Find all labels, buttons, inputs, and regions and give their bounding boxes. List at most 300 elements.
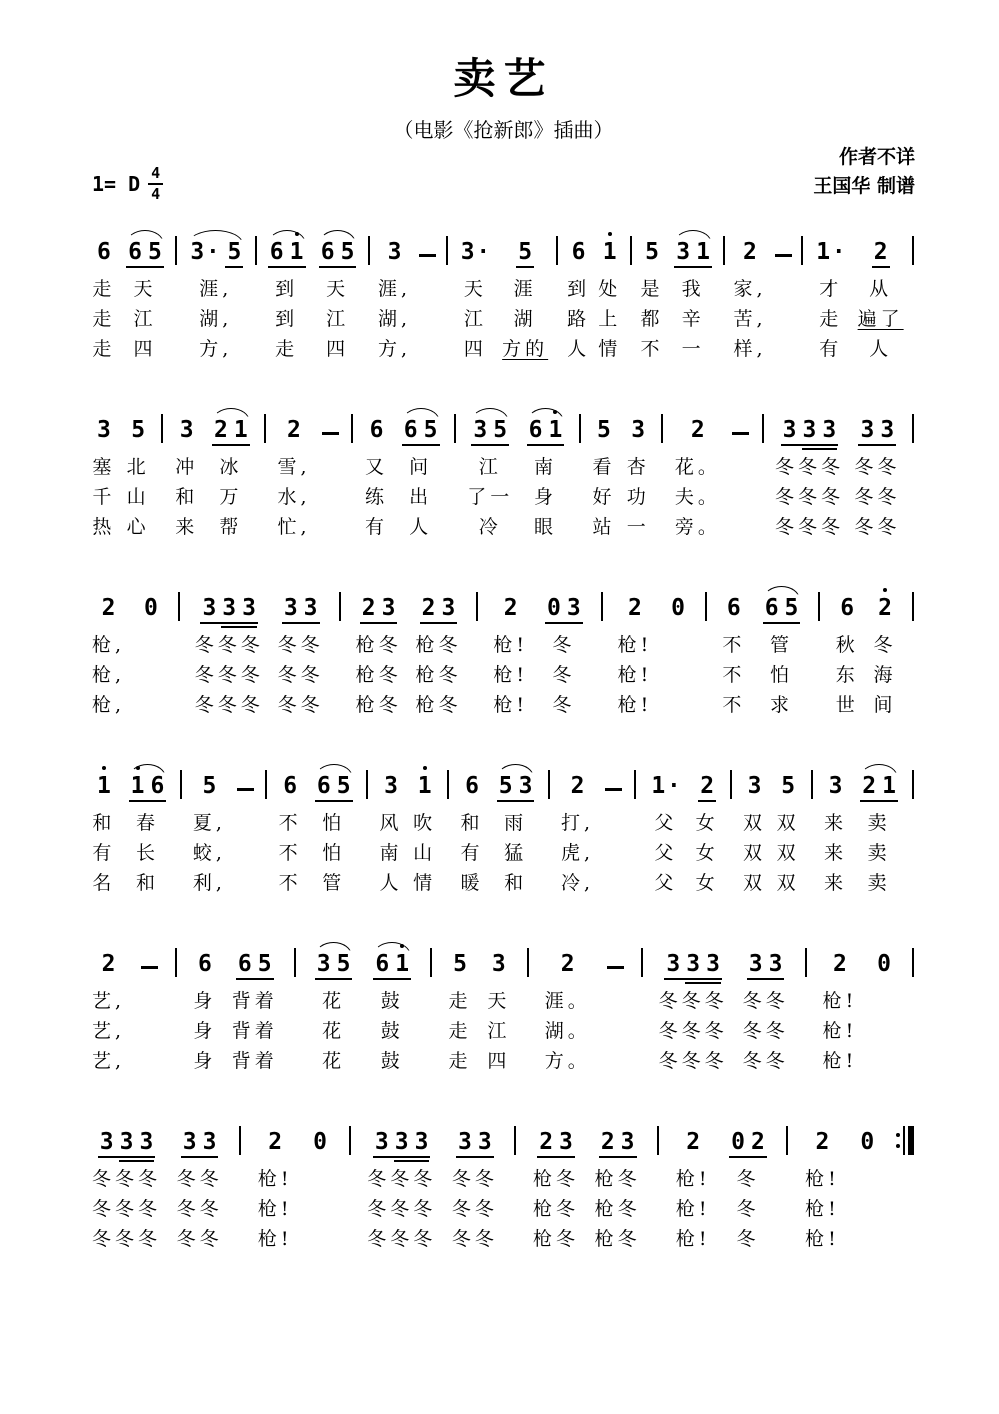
note-cell <box>446 760 450 808</box>
score-column <box>695 760 719 898</box>
note-digit: 3 <box>620 1128 635 1155</box>
note-digit: 0 <box>860 1128 875 1155</box>
note <box>102 952 116 977</box>
beamed-note-group <box>234 952 276 977</box>
note-cell <box>646 760 685 808</box>
lyric-cell-verse-3: 人 <box>409 515 433 538</box>
barline <box>180 770 182 799</box>
beamed-note-group <box>358 596 400 621</box>
lyric-cell-verse-2: 冬冬 <box>451 1197 498 1220</box>
note-cell <box>695 760 719 808</box>
note-digit: 6 <box>316 772 331 799</box>
duration-dash <box>775 254 792 256</box>
lyric-cell-verse-2: 不 <box>722 663 746 686</box>
beamed-note-group <box>266 240 308 265</box>
lyric-cell-verse-3: 女 <box>695 871 719 894</box>
score-column <box>278 760 302 898</box>
note-digit: 0 <box>671 594 686 621</box>
barline <box>657 1126 659 1155</box>
score-column <box>774 226 793 364</box>
score-column <box>278 582 324 720</box>
note-cell <box>743 760 767 808</box>
note-cell <box>526 938 530 986</box>
note <box>765 596 779 621</box>
lyric-cell-verse-1: 枪! <box>822 989 858 1012</box>
score-column <box>817 582 821 720</box>
note-cell <box>209 404 253 452</box>
augmentation-dot: · <box>206 239 220 265</box>
lyric-cell-verse-2: 冬冬冬 <box>367 1197 437 1220</box>
lyric-cell-verse-3: 方, <box>377 337 412 360</box>
score-column <box>123 226 167 364</box>
note-cell <box>744 938 788 986</box>
score-column <box>545 938 591 1076</box>
note <box>559 1130 573 1155</box>
time-signature-numerator: 4 <box>148 166 163 185</box>
note <box>686 1130 700 1155</box>
note-digit: 2 <box>627 594 642 621</box>
score-column <box>321 404 340 542</box>
note-digit: 5 <box>597 416 611 443</box>
note <box>415 1130 429 1155</box>
lyric-cell-verse-2: 有 <box>92 841 116 864</box>
score-column <box>139 582 163 720</box>
lyric-cell-verse-2: 湖, <box>199 307 233 330</box>
score-column <box>592 404 616 542</box>
note-digit: 5 <box>336 950 351 977</box>
note-cell <box>139 582 163 630</box>
note-group <box>723 596 745 621</box>
key-text: 1= D <box>92 171 141 196</box>
score-system-2 <box>92 404 915 542</box>
note <box>341 240 355 265</box>
note <box>120 1130 134 1155</box>
note-group <box>366 418 388 443</box>
lyric-cell-verse-1: 枪! <box>257 1167 293 1190</box>
lyric-cell-verse-1: 不 <box>722 633 746 656</box>
lyric-cell-verse-3: 身 <box>193 1049 217 1072</box>
note-cell <box>308 1116 332 1164</box>
note-digit: 2 <box>686 1128 701 1155</box>
note-cell <box>778 404 842 452</box>
lyric-cell-verse-1: 雪, <box>277 455 311 478</box>
note-digit: 3 <box>666 950 681 977</box>
key-signature <box>92 163 163 203</box>
lyric-cell-verse-1: 到 <box>567 277 591 300</box>
lyric-cell-verse-3: 四 <box>133 337 157 360</box>
note-digit: 5 <box>147 238 162 265</box>
beamed-note-group <box>371 1130 433 1155</box>
note-cell <box>855 1116 879 1164</box>
score-column <box>911 226 915 364</box>
lyric-cell-verse-1: 枪冬 <box>533 1167 580 1190</box>
lyric-cell-verse-3: 背着 <box>231 1049 278 1072</box>
lyric-cell-verse-1: 冬冬 <box>451 1167 498 1190</box>
score-column <box>823 938 858 1076</box>
note <box>829 774 843 799</box>
lyric-cell-verse-3: 冬冬冬 <box>92 1227 162 1250</box>
lyric-cell-verse-1: 父 <box>654 811 678 834</box>
lyric-cell-verse-1: 涯, <box>377 277 412 300</box>
note-cell <box>92 226 116 274</box>
score-column <box>338 582 342 720</box>
beamed-note-group <box>210 418 252 443</box>
note-digit: 3 <box>119 1128 134 1155</box>
note <box>478 1130 492 1155</box>
note-digit: 3 <box>566 594 581 621</box>
score-column <box>126 760 170 898</box>
note-cell <box>236 760 255 808</box>
note <box>283 774 297 799</box>
lyric-cell-verse-3: 名 <box>92 871 116 894</box>
note-digit: 6 <box>840 594 855 621</box>
beamed-note-group <box>662 952 724 977</box>
note <box>183 1130 197 1155</box>
note <box>603 240 617 265</box>
note-digit: 2 <box>873 238 888 265</box>
score-column <box>367 1116 436 1254</box>
lyric-cell-verse-3: 热 <box>92 515 116 538</box>
score-column <box>618 582 653 720</box>
score-column <box>542 582 586 720</box>
barline <box>265 770 267 799</box>
note-digit: 3 <box>860 416 875 443</box>
note-group <box>127 418 149 443</box>
lyric-cell-verse-2: 冬 <box>552 663 576 686</box>
note-cell <box>513 226 537 274</box>
lyric-cell-verse-3: 双 <box>776 871 800 894</box>
score-column <box>254 226 258 364</box>
note-digit: 1 <box>233 416 248 443</box>
note-cell <box>312 760 356 808</box>
lyric-cell-verse-1: 春 <box>135 811 159 834</box>
lyric-cell-verse-3: 心 <box>126 515 150 538</box>
lyric-cell-verse-3: 冬冬冬 <box>194 693 264 716</box>
score-column <box>493 582 528 720</box>
lyric-cell-verse-2: 湖。 <box>544 1019 591 1042</box>
score-column <box>526 938 530 1076</box>
lyric-cell-verse-2: 艺, <box>92 1019 126 1042</box>
note-cell <box>456 226 495 274</box>
beamed-note-group <box>469 418 511 443</box>
score-column <box>640 938 644 1076</box>
note <box>816 240 845 265</box>
score-column <box>258 1116 293 1254</box>
barline <box>178 592 180 621</box>
note <box>882 774 896 799</box>
score-column <box>911 938 915 1076</box>
note-group <box>264 1130 286 1155</box>
note <box>492 952 506 977</box>
barline <box>349 1126 351 1155</box>
score-column <box>293 938 297 1076</box>
note-group <box>98 952 120 977</box>
note <box>727 596 741 621</box>
score-column <box>911 760 915 898</box>
note <box>144 596 158 621</box>
note-digit: 2 <box>539 1128 554 1155</box>
lyric-cell-verse-1: 天 <box>133 277 157 300</box>
beamed-note-group <box>495 774 537 799</box>
note <box>878 596 892 621</box>
lyric-cell-verse-2: 枪, <box>92 663 126 686</box>
score-column <box>452 1116 498 1254</box>
lyric-cell-verse-1: 花 <box>322 989 346 1012</box>
beamed-note-group <box>597 1130 639 1155</box>
meta-row <box>92 143 915 202</box>
note-cell <box>499 582 523 630</box>
lyric-cell-verse-2: 江 <box>463 307 487 330</box>
lyric-cell-verse-3: 冬冬冬 <box>774 515 844 538</box>
score-column <box>177 1116 223 1254</box>
beamed-note-group <box>454 1130 496 1155</box>
lyric-cell-verse-1: 冬冬冬 <box>194 633 264 656</box>
barline <box>801 236 803 265</box>
note-cell <box>873 582 897 630</box>
note-digit: 3 <box>686 950 701 977</box>
note-digit: 3 <box>880 416 895 443</box>
score-column <box>92 226 116 364</box>
lyric-cell-verse-3: 冬冬 <box>176 1227 223 1250</box>
score-column <box>555 226 559 364</box>
note-digit: 3 <box>473 416 488 443</box>
beamed-note-group <box>727 1130 769 1155</box>
score-column <box>646 760 685 898</box>
note-digit: 1 <box>882 772 896 799</box>
score-column <box>640 226 664 364</box>
lyric-cell-verse-2: 双 <box>743 841 767 864</box>
note-digit: 3 <box>747 772 762 799</box>
note <box>317 774 331 799</box>
score-column <box>578 404 582 542</box>
note-digit: 6 <box>375 950 390 977</box>
score-column <box>460 760 484 898</box>
credit-author: 作者不详 <box>838 146 915 168</box>
note-digit: 3 <box>139 1128 154 1155</box>
lyric-cell-verse-1: 北 <box>126 455 150 478</box>
barline <box>339 592 341 621</box>
lyric-cell-verse-2: 枪! <box>675 1197 711 1220</box>
note <box>370 418 384 443</box>
note-cell <box>264 760 268 808</box>
lyric-cell-verse-3: 枪! <box>257 1227 293 1250</box>
score-column <box>776 760 800 898</box>
score-column <box>911 404 915 542</box>
score-column <box>209 404 253 542</box>
lyric-cell-verse-3: 双 <box>743 871 767 894</box>
lyric-cell-verse-3: 枪冬 <box>594 1227 641 1250</box>
note <box>404 418 418 443</box>
note <box>499 774 513 799</box>
note-group <box>811 1130 833 1155</box>
score-column <box>467 404 513 542</box>
beamed-note-group <box>400 418 442 443</box>
note <box>442 596 456 621</box>
lyric-cell-verse-2: 虎, <box>560 841 595 864</box>
score-column <box>895 1116 915 1254</box>
lyric-cell-verse-3: 方。 <box>544 1049 591 1072</box>
lyric-cell-verse-1: 背着 <box>231 989 278 1012</box>
note-digit: 3 <box>631 416 646 443</box>
note-digit: 3 <box>706 950 720 977</box>
score-column <box>733 226 766 364</box>
score-column <box>810 760 814 898</box>
score-column <box>350 404 354 542</box>
lyric-cell-verse-2: 双 <box>776 841 800 864</box>
note-digit: 3 <box>460 238 475 265</box>
score-column <box>174 226 178 364</box>
beamed-note-group <box>280 596 322 621</box>
barline <box>601 592 603 621</box>
note <box>645 240 659 265</box>
score-column <box>660 404 664 542</box>
note-digit: 2 <box>503 594 518 621</box>
note-digit: 2 <box>600 1128 615 1155</box>
lyric-cell-verse-2: 枪! <box>617 663 653 686</box>
note-group <box>687 418 709 443</box>
lyric-cell-verse-3: 间 <box>873 693 897 716</box>
score-column <box>312 938 356 1076</box>
note-cell <box>263 1116 287 1164</box>
lyric-cell-verse-3: 情 <box>413 871 437 894</box>
lyric-cell-verse-3: 一 <box>681 337 705 360</box>
lyric-cell-verse-2: 女 <box>695 841 719 864</box>
lyric-cell-verse-1: 枪冬 <box>355 633 402 656</box>
note-digit: 3 <box>316 950 331 977</box>
score-column <box>729 760 733 898</box>
score-column <box>92 582 125 720</box>
lyric-cell-verse-2: 冬冬 <box>854 485 901 508</box>
barline <box>634 770 636 799</box>
note-cell <box>97 938 121 986</box>
note <box>473 418 487 443</box>
note-cell <box>254 226 258 274</box>
note <box>203 1130 217 1155</box>
lyric-cell-verse-1: 和 <box>460 811 484 834</box>
beamed-note-group <box>761 596 803 621</box>
note-cell <box>555 226 559 274</box>
note-cell <box>640 226 664 274</box>
note <box>686 952 700 977</box>
lyric-cell-verse-2: 冬冬 <box>742 1019 789 1042</box>
lyric-cell-verse-3: 枪! <box>822 1049 858 1072</box>
augmentation-dot: · <box>667 773 681 799</box>
note-digit: 3 <box>202 594 217 621</box>
note-cell <box>293 938 297 986</box>
note-cell <box>704 582 708 630</box>
duration-dash <box>607 966 624 968</box>
lyric-cell-verse-2: 身 <box>533 485 557 508</box>
thick-barline <box>908 1126 914 1155</box>
note-group <box>825 774 847 799</box>
lyric-cell-verse-2: 湖 <box>513 307 537 330</box>
lyric-cell-verse-3: 四 <box>326 337 350 360</box>
note-group <box>682 1130 704 1155</box>
lyric-cell-verse-3: 一 <box>626 515 650 538</box>
note <box>751 1130 765 1155</box>
score-column <box>445 226 449 364</box>
note-group <box>461 774 483 799</box>
note-cell <box>911 938 915 986</box>
note-cell <box>623 582 647 630</box>
beamed-note-group <box>525 418 567 443</box>
lyric-cell-verse-1: 枪! <box>617 633 653 656</box>
lyric-cell-verse-3: 忙, <box>277 515 311 538</box>
note-cell <box>596 1116 640 1164</box>
note <box>731 1130 745 1155</box>
score-column <box>731 404 750 542</box>
note-digit: 3 <box>384 772 398 799</box>
note-digit: 6 <box>465 772 479 799</box>
score-column <box>175 404 199 542</box>
note <box>785 596 799 621</box>
lyric-cell-verse-1: 枪! <box>805 1167 840 1190</box>
note-group <box>739 240 761 265</box>
note-digit: 5 <box>131 416 146 443</box>
note <box>258 952 272 977</box>
score-column <box>676 1116 711 1254</box>
note-digit: 3 <box>97 416 111 443</box>
note-cell <box>857 760 901 808</box>
note-cell <box>738 226 762 274</box>
note <box>424 418 438 443</box>
thin-barline <box>903 1126 905 1155</box>
note <box>706 952 720 977</box>
note-cell <box>175 404 199 452</box>
lyric-cell-verse-3: 不 <box>640 337 664 360</box>
note <box>100 1130 114 1155</box>
lyric-cell-verse-2: 来 <box>824 841 848 864</box>
lyric-cell-verse-3: 冬冬 <box>451 1227 498 1250</box>
score-column <box>453 404 457 542</box>
note <box>198 952 212 977</box>
lyric-cell-verse-3: 卖 <box>867 871 891 894</box>
lyric-cell-verse-2: 枪! <box>822 1019 858 1042</box>
lyric-cell-verse-1: 到 <box>275 277 299 300</box>
note-cell <box>185 226 246 274</box>
score-column <box>487 938 511 1076</box>
barline <box>705 592 707 621</box>
lyric-cell-verse-1: 枪冬 <box>594 1167 641 1190</box>
lyric-cell-verse-3: 走 <box>275 337 299 360</box>
score-column <box>379 760 403 898</box>
barline <box>912 592 914 621</box>
note <box>461 240 490 265</box>
score-column <box>92 938 125 1076</box>
lyric-cell-verse-1: 走 <box>448 989 472 1012</box>
credit-notator: 王国华 制谱 <box>813 175 915 198</box>
note-digit: 5 <box>202 772 217 799</box>
note-cell <box>542 582 586 630</box>
score-column <box>675 404 721 542</box>
note-digit: 5 <box>781 772 796 799</box>
note-digit: 3 <box>414 1128 429 1155</box>
note-digit: 2 <box>862 772 877 799</box>
beamed-note-group <box>870 240 892 265</box>
barline <box>514 1126 516 1155</box>
lyric-cell-verse-1: 打, <box>560 811 595 834</box>
note-cell <box>445 226 449 274</box>
score-column <box>857 760 901 898</box>
lyric-cell-verse-1: 江 <box>478 455 502 478</box>
lyric-cell-verse-3: 冬冬 <box>742 1049 789 1072</box>
repeat-end-barline <box>896 1126 914 1155</box>
note <box>597 418 611 443</box>
note-group <box>186 240 223 265</box>
score-column <box>604 760 623 898</box>
score-column <box>659 938 728 1076</box>
lyric-cell-verse-1: 冲 <box>175 455 199 478</box>
